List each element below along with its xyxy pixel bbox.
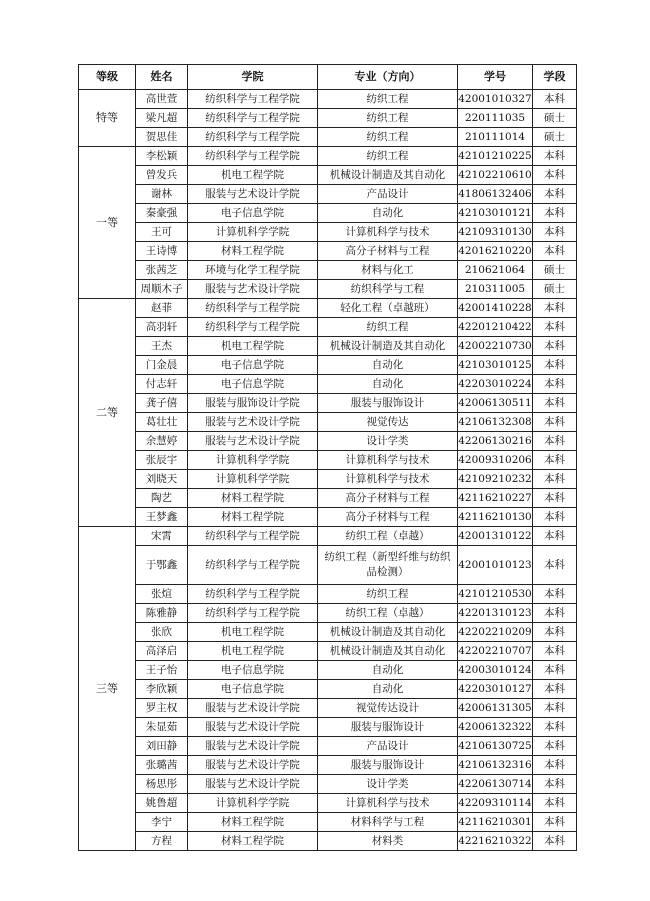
college-cell: 纺织科学与工程学院 bbox=[188, 527, 318, 546]
header-major: 专业（方向） bbox=[318, 65, 458, 90]
college-cell: 服装与艺术设计学院 bbox=[188, 756, 318, 775]
name-cell: 张欣 bbox=[136, 623, 188, 642]
major-cell: 自动化 bbox=[318, 680, 458, 699]
name-cell: 陈雅静 bbox=[136, 604, 188, 623]
name-cell: 杨思彤 bbox=[136, 775, 188, 794]
table-header-row bbox=[79, 65, 577, 90]
college-cell: 服装与艺术设计学院 bbox=[188, 718, 318, 737]
level-cell: 本科 bbox=[533, 413, 577, 432]
table-row bbox=[79, 128, 577, 147]
table-row bbox=[79, 337, 577, 356]
table-row bbox=[79, 280, 577, 299]
college-cell: 电子信息学院 bbox=[188, 204, 318, 223]
college-cell: 纺织科学与工程学院 bbox=[188, 318, 318, 337]
table-row bbox=[79, 604, 577, 623]
level-cell: 本科 bbox=[533, 375, 577, 394]
major-cell: 材料与化工 bbox=[318, 261, 458, 280]
college-cell: 纺织科学与工程学院 bbox=[188, 109, 318, 128]
table-row bbox=[79, 585, 577, 604]
student-id-cell: 42116210301 bbox=[458, 813, 533, 832]
student-id-cell: 42002210730 bbox=[458, 337, 533, 356]
level-cell: 本科 bbox=[533, 699, 577, 718]
level-cell: 本科 bbox=[533, 546, 577, 585]
major-cell: 纺织工程 bbox=[318, 128, 458, 147]
student-id-cell: 42001010123 bbox=[458, 546, 533, 585]
student-id-cell: 210311005 bbox=[458, 280, 533, 299]
name-cell: 宋霄 bbox=[136, 527, 188, 546]
table-row bbox=[79, 375, 577, 394]
major-cell: 计算机科学与技术 bbox=[318, 223, 458, 242]
major-cell: 视觉传达 bbox=[318, 413, 458, 432]
college-cell: 计算机科学学院 bbox=[188, 794, 318, 813]
name-cell: 陶艺 bbox=[136, 489, 188, 508]
table-row bbox=[79, 756, 577, 775]
college-cell: 纺织科学与工程学院 bbox=[188, 147, 318, 166]
name-cell: 张辰宇 bbox=[136, 451, 188, 470]
major-cell: 计算机科学与技术 bbox=[318, 451, 458, 470]
name-cell: 王杰 bbox=[136, 337, 188, 356]
level-cell: 本科 bbox=[533, 451, 577, 470]
college-cell: 服装与艺术设计学院 bbox=[188, 775, 318, 794]
table-row bbox=[79, 623, 577, 642]
student-id-cell: 42003010124 bbox=[458, 661, 533, 680]
name-cell: 曾发兵 bbox=[136, 166, 188, 185]
name-cell: 贺思佳 bbox=[136, 128, 188, 147]
level-cell: 本科 bbox=[533, 508, 577, 527]
student-id-cell: 42109310130 bbox=[458, 223, 533, 242]
college-cell: 材料工程学院 bbox=[188, 832, 318, 851]
major-cell: 材料科学与工程 bbox=[318, 813, 458, 832]
name-cell: 李宁 bbox=[136, 813, 188, 832]
college-cell: 纺织科学与工程学院 bbox=[188, 128, 318, 147]
college-cell: 服装与艺术设计学院 bbox=[188, 699, 318, 718]
name-cell: 周顺木子 bbox=[136, 280, 188, 299]
level-cell: 本科 bbox=[533, 337, 577, 356]
table-row bbox=[79, 109, 577, 128]
college-cell: 材料工程学院 bbox=[188, 813, 318, 832]
name-cell: 王子怡 bbox=[136, 661, 188, 680]
college-cell: 服装与艺术设计学院 bbox=[188, 280, 318, 299]
major-cell: 纺织工程（卓越） bbox=[318, 604, 458, 623]
name-cell: 李松颖 bbox=[136, 147, 188, 166]
student-id-cell: 42202210209 bbox=[458, 623, 533, 642]
student-id-cell: 42109210232 bbox=[458, 470, 533, 489]
level-cell: 本科 bbox=[533, 470, 577, 489]
name-cell: 方程 bbox=[136, 832, 188, 851]
major-cell: 产品设计 bbox=[318, 185, 458, 204]
major-cell: 机械设计制造及其自动化 bbox=[318, 166, 458, 185]
level-cell: 本科 bbox=[533, 813, 577, 832]
table-row bbox=[79, 413, 577, 432]
table-row bbox=[79, 527, 577, 546]
table-row bbox=[79, 546, 577, 585]
level-cell: 本科 bbox=[533, 299, 577, 318]
student-id-cell: 42102210610 bbox=[458, 166, 533, 185]
student-id-cell: 42016210220 bbox=[458, 242, 533, 261]
major-cell: 高分子材料与工程 bbox=[318, 242, 458, 261]
level-cell: 本科 bbox=[533, 432, 577, 451]
major-cell: 材料类 bbox=[318, 832, 458, 851]
table-row bbox=[79, 318, 577, 337]
major-cell: 自动化 bbox=[318, 661, 458, 680]
major-cell: 自动化 bbox=[318, 356, 458, 375]
college-cell: 环境与化学工程学院 bbox=[188, 261, 318, 280]
major-cell: 高分子材料与工程 bbox=[318, 508, 458, 527]
header-grade: 等级 bbox=[79, 65, 136, 90]
college-cell: 机电工程学院 bbox=[188, 166, 318, 185]
major-cell: 计算机科学与技术 bbox=[318, 794, 458, 813]
level-cell: 本科 bbox=[533, 356, 577, 375]
student-id-cell: 42006131305 bbox=[458, 699, 533, 718]
table-row bbox=[79, 813, 577, 832]
college-cell: 纺织科学与工程学院 bbox=[188, 546, 318, 585]
table-row bbox=[79, 147, 577, 166]
header-level: 学段 bbox=[533, 65, 577, 90]
name-cell: 秦豪强 bbox=[136, 204, 188, 223]
level-cell: 本科 bbox=[533, 661, 577, 680]
name-cell: 谢林 bbox=[136, 185, 188, 204]
award-list-document bbox=[78, 64, 577, 851]
major-cell: 纺织工程 bbox=[318, 147, 458, 166]
college-cell: 纺织科学与工程学院 bbox=[188, 90, 318, 109]
major-cell: 纺织工程 bbox=[318, 318, 458, 337]
major-cell: 机械设计制造及其自动化 bbox=[318, 623, 458, 642]
name-cell: 姚鲁超 bbox=[136, 794, 188, 813]
grade-cell: 一等 bbox=[79, 147, 136, 299]
student-id-cell: 42106132308 bbox=[458, 413, 533, 432]
name-cell: 高羽轩 bbox=[136, 318, 188, 337]
student-id-cell: 42202210707 bbox=[458, 642, 533, 661]
name-cell: 梁凡超 bbox=[136, 109, 188, 128]
student-id-cell: 42006130511 bbox=[458, 394, 533, 413]
name-cell: 张茜芝 bbox=[136, 261, 188, 280]
table-row bbox=[79, 775, 577, 794]
college-cell: 机电工程学院 bbox=[188, 642, 318, 661]
student-id-cell: 210621064 bbox=[458, 261, 533, 280]
table-row bbox=[79, 166, 577, 185]
major-cell: 纺织工程 bbox=[318, 90, 458, 109]
name-cell: 高世萱 bbox=[136, 90, 188, 109]
college-cell: 机电工程学院 bbox=[188, 623, 318, 642]
header-student-id: 学号 bbox=[458, 65, 533, 90]
table-row bbox=[79, 261, 577, 280]
level-cell: 本科 bbox=[533, 604, 577, 623]
student-id-cell: 42101210530 bbox=[458, 585, 533, 604]
table-row bbox=[79, 489, 577, 508]
student-id-cell: 42209310114 bbox=[458, 794, 533, 813]
name-cell: 高泽启 bbox=[136, 642, 188, 661]
student-id-cell: 42216210322 bbox=[458, 832, 533, 851]
college-cell: 纺织科学与工程学院 bbox=[188, 299, 318, 318]
table-row bbox=[79, 508, 577, 527]
table-row bbox=[79, 204, 577, 223]
table-row bbox=[79, 680, 577, 699]
name-cell: 葛壮壮 bbox=[136, 413, 188, 432]
name-cell: 刘田静 bbox=[136, 737, 188, 756]
level-cell: 本科 bbox=[533, 204, 577, 223]
grade-cell: 三等 bbox=[79, 527, 136, 851]
major-cell: 纺织工程 bbox=[318, 585, 458, 604]
major-cell: 产品设计 bbox=[318, 737, 458, 756]
student-id-cell: 220111035 bbox=[458, 109, 533, 128]
student-id-cell: 42001010327 bbox=[458, 90, 533, 109]
level-cell: 本科 bbox=[533, 223, 577, 242]
student-id-cell: 42116210227 bbox=[458, 489, 533, 508]
name-cell: 余慧婷 bbox=[136, 432, 188, 451]
level-cell: 本科 bbox=[533, 794, 577, 813]
table-row bbox=[79, 356, 577, 375]
name-cell: 朱显茹 bbox=[136, 718, 188, 737]
college-cell: 服装与艺术设计学院 bbox=[188, 432, 318, 451]
college-cell: 材料工程学院 bbox=[188, 489, 318, 508]
table-row bbox=[79, 432, 577, 451]
level-cell: 本科 bbox=[533, 489, 577, 508]
name-cell: 付志轩 bbox=[136, 375, 188, 394]
level-cell: 本科 bbox=[533, 527, 577, 546]
name-cell: 门金晨 bbox=[136, 356, 188, 375]
college-cell: 服装与艺术设计学院 bbox=[188, 413, 318, 432]
header-name: 姓名 bbox=[136, 65, 188, 90]
level-cell: 硕士 bbox=[533, 109, 577, 128]
level-cell: 本科 bbox=[533, 680, 577, 699]
name-cell: 罗主权 bbox=[136, 699, 188, 718]
major-cell: 设计学类 bbox=[318, 775, 458, 794]
student-id-cell: 42206130714 bbox=[458, 775, 533, 794]
college-cell: 电子信息学院 bbox=[188, 356, 318, 375]
college-cell: 机电工程学院 bbox=[188, 337, 318, 356]
student-id-cell: 42106130725 bbox=[458, 737, 533, 756]
major-cell: 服装与服饰设计 bbox=[318, 756, 458, 775]
table-row bbox=[79, 699, 577, 718]
student-id-cell: 42203010224 bbox=[458, 375, 533, 394]
major-cell: 纺织工程 bbox=[318, 109, 458, 128]
major-cell: 纺织科学与工程 bbox=[318, 280, 458, 299]
student-id-cell: 42001310122 bbox=[458, 527, 533, 546]
level-cell: 本科 bbox=[533, 832, 577, 851]
level-cell: 硕士 bbox=[533, 128, 577, 147]
table-row bbox=[79, 794, 577, 813]
student-id-cell: 42206130216 bbox=[458, 432, 533, 451]
table-row bbox=[79, 223, 577, 242]
table-row bbox=[79, 642, 577, 661]
name-cell: 龚子僖 bbox=[136, 394, 188, 413]
college-cell: 服装与艺术设计学院 bbox=[188, 737, 318, 756]
name-cell: 李欣颖 bbox=[136, 680, 188, 699]
name-cell: 赵菲 bbox=[136, 299, 188, 318]
college-cell: 电子信息学院 bbox=[188, 680, 318, 699]
level-cell: 本科 bbox=[533, 585, 577, 604]
student-id-cell: 42103010125 bbox=[458, 356, 533, 375]
major-cell: 纺织工程（新型纤维与纺织品检测） bbox=[318, 546, 458, 585]
name-cell: 刘晓天 bbox=[136, 470, 188, 489]
college-cell: 材料工程学院 bbox=[188, 242, 318, 261]
level-cell: 本科 bbox=[533, 318, 577, 337]
table-row bbox=[79, 299, 577, 318]
level-cell: 本科 bbox=[533, 737, 577, 756]
major-cell: 纺织工程（卓越） bbox=[318, 527, 458, 546]
name-cell: 王可 bbox=[136, 223, 188, 242]
student-id-cell: 42101210225 bbox=[458, 147, 533, 166]
major-cell: 自动化 bbox=[318, 375, 458, 394]
name-cell: 王诗博 bbox=[136, 242, 188, 261]
table-body bbox=[79, 90, 577, 851]
level-cell: 本科 bbox=[533, 242, 577, 261]
table-row bbox=[79, 90, 577, 109]
major-cell: 高分子材料与工程 bbox=[318, 489, 458, 508]
table-row bbox=[79, 661, 577, 680]
college-cell: 服装与艺术设计学院 bbox=[188, 185, 318, 204]
major-cell: 视觉传达设计 bbox=[318, 699, 458, 718]
table-row bbox=[79, 451, 577, 470]
student-id-cell: 41806132406 bbox=[458, 185, 533, 204]
level-cell: 本科 bbox=[533, 623, 577, 642]
college-cell: 计算机科学学院 bbox=[188, 470, 318, 489]
table-row bbox=[79, 737, 577, 756]
level-cell: 硕士 bbox=[533, 280, 577, 299]
level-cell: 本科 bbox=[533, 642, 577, 661]
major-cell: 服装与服饰设计 bbox=[318, 718, 458, 737]
level-cell: 本科 bbox=[533, 166, 577, 185]
student-id-cell: 42106132316 bbox=[458, 756, 533, 775]
student-id-cell: 42201210422 bbox=[458, 318, 533, 337]
college-cell: 计算机科学学院 bbox=[188, 223, 318, 242]
table-row bbox=[79, 242, 577, 261]
level-cell: 本科 bbox=[533, 147, 577, 166]
grade-cell: 二等 bbox=[79, 299, 136, 527]
student-id-cell: 42009310206 bbox=[458, 451, 533, 470]
level-cell: 本科 bbox=[533, 185, 577, 204]
level-cell: 本科 bbox=[533, 90, 577, 109]
college-cell: 纺织科学与工程学院 bbox=[188, 585, 318, 604]
name-cell: 张璐茜 bbox=[136, 756, 188, 775]
college-cell: 服装与服饰设计学院 bbox=[188, 394, 318, 413]
major-cell: 机械设计制造及其自动化 bbox=[318, 337, 458, 356]
major-cell: 机械设计制造及其自动化 bbox=[318, 642, 458, 661]
major-cell: 轻化工程（卓越班） bbox=[318, 299, 458, 318]
header-college: 学院 bbox=[188, 65, 318, 90]
college-cell: 计算机科学学院 bbox=[188, 451, 318, 470]
student-id-cell: 42116210130 bbox=[458, 508, 533, 527]
student-id-cell: 42103010121 bbox=[458, 204, 533, 223]
name-cell: 张煊 bbox=[136, 585, 188, 604]
major-cell: 自动化 bbox=[318, 204, 458, 223]
table-row bbox=[79, 185, 577, 204]
major-cell: 计算机科学与技术 bbox=[318, 470, 458, 489]
level-cell: 本科 bbox=[533, 775, 577, 794]
college-cell: 电子信息学院 bbox=[188, 661, 318, 680]
table-row bbox=[79, 394, 577, 413]
college-cell: 电子信息学院 bbox=[188, 375, 318, 394]
student-id-cell: 42001410228 bbox=[458, 299, 533, 318]
college-cell: 材料工程学院 bbox=[188, 508, 318, 527]
level-cell: 本科 bbox=[533, 718, 577, 737]
major-cell: 服装与服饰设计 bbox=[318, 394, 458, 413]
table-row bbox=[79, 718, 577, 737]
college-cell: 纺织科学与工程学院 bbox=[188, 604, 318, 623]
level-cell: 硕士 bbox=[533, 261, 577, 280]
name-cell: 王梦鑫 bbox=[136, 508, 188, 527]
student-id-cell: 42201310123 bbox=[458, 604, 533, 623]
table-row bbox=[79, 470, 577, 489]
grade-cell: 特等 bbox=[79, 90, 136, 147]
student-id-cell: 42203010127 bbox=[458, 680, 533, 699]
student-id-cell: 210111014 bbox=[458, 128, 533, 147]
student-id-cell: 42006132322 bbox=[458, 718, 533, 737]
award-table bbox=[78, 64, 577, 851]
level-cell: 本科 bbox=[533, 394, 577, 413]
level-cell: 本科 bbox=[533, 756, 577, 775]
name-cell: 于鄂鑫 bbox=[136, 546, 188, 585]
major-cell: 设计学类 bbox=[318, 432, 458, 451]
table-row bbox=[79, 832, 577, 851]
